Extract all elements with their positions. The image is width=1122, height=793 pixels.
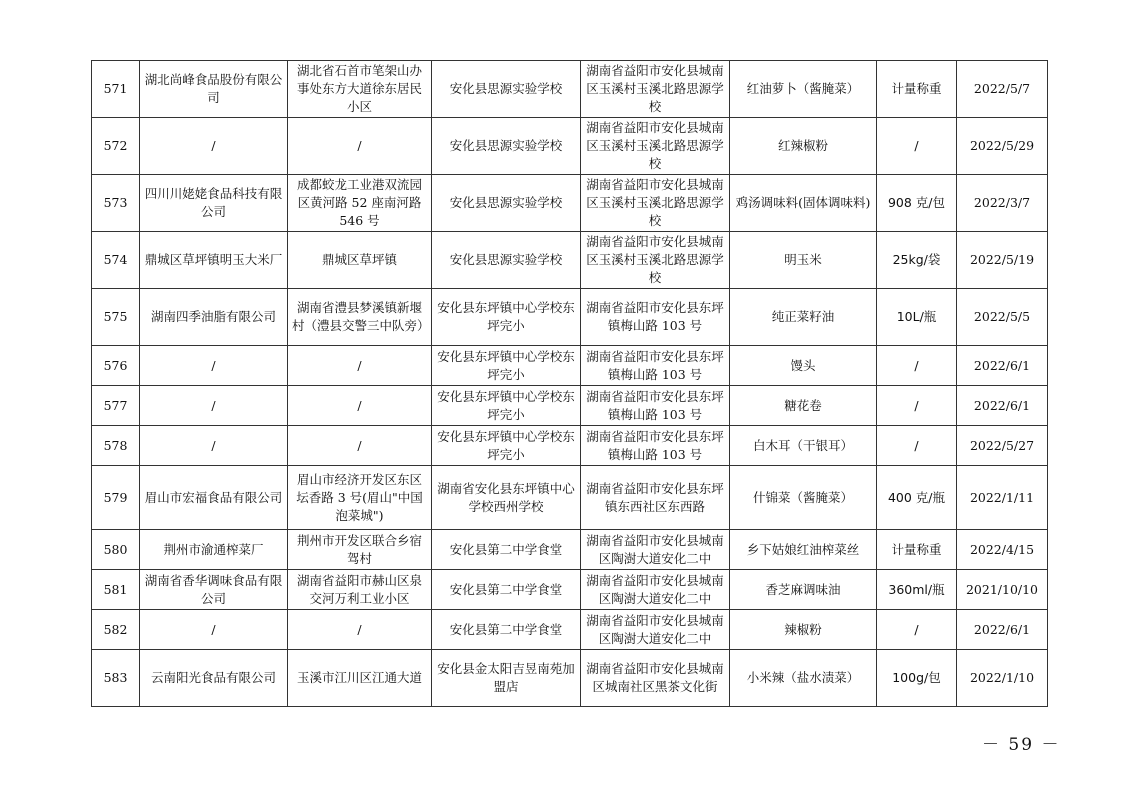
specification: 360ml/瓶 bbox=[877, 570, 957, 610]
producer-address: 荆州市开发区联合乡宿驾村 bbox=[288, 530, 432, 570]
producer-address: 眉山市经济开发区东区坛香路 3 号(眉山"中国泡菜城") bbox=[288, 466, 432, 530]
table-row bbox=[92, 530, 1048, 570]
sampled-unit: 安化县第二中学食堂 bbox=[432, 530, 581, 570]
specification: 100g/包 bbox=[877, 650, 957, 707]
producer-name: 湖北尚峰食品股份有限公司 bbox=[140, 61, 288, 118]
food-name: 乡下姑娘红油榨菜丝 bbox=[730, 530, 877, 570]
specification: 计量称重 bbox=[877, 530, 957, 570]
sampled-unit: 安化县思源实验学校 bbox=[432, 175, 581, 232]
sampled-address: 湖南省益阳市安化县城南区玉溪村玉溪北路思源学校 bbox=[581, 232, 730, 289]
sampled-address: 湖南省益阳市安化县城南区玉溪村玉溪北路思源学校 bbox=[581, 118, 730, 175]
production-date: 2022/3/7 bbox=[957, 175, 1048, 232]
table-row bbox=[92, 175, 1048, 232]
producer-name: 湖南省香华调味食品有限公司 bbox=[140, 570, 288, 610]
producer-name: 四川川姥姥食品科技有限公司 bbox=[140, 175, 288, 232]
table-body bbox=[92, 61, 1048, 707]
sampled-address: 湖南省益阳市安化县东坪镇梅山路 103 号 bbox=[581, 289, 730, 346]
sampled-address: 湖南省益阳市安化县城南区城南社区黑茶文化街 bbox=[581, 650, 730, 707]
producer-address: 湖南省益阳市赫山区泉交河万利工业小区 bbox=[288, 570, 432, 610]
producer-name: / bbox=[140, 426, 288, 466]
table-row bbox=[92, 570, 1048, 610]
sampled-unit: 安化县第二中学食堂 bbox=[432, 610, 581, 650]
producer-address: / bbox=[288, 426, 432, 466]
sampled-unit: 安化县思源实验学校 bbox=[432, 232, 581, 289]
food-name: 什锦菜（酱腌菜） bbox=[730, 466, 877, 530]
producer-name: 湖南四季油脂有限公司 bbox=[140, 289, 288, 346]
food-name: 红油萝卜（酱腌菜） bbox=[730, 61, 877, 118]
sampled-unit: 安化县思源实验学校 bbox=[432, 61, 581, 118]
producer-address: / bbox=[288, 610, 432, 650]
production-date: 2022/6/1 bbox=[957, 346, 1048, 386]
producer-name: 云南阳光食品有限公司 bbox=[140, 650, 288, 707]
producer-address: / bbox=[288, 346, 432, 386]
production-date: 2022/5/27 bbox=[957, 426, 1048, 466]
sampled-unit: 安化县金太阳吉昱南苑加盟店 bbox=[432, 650, 581, 707]
food-name: 小米辣（盐水渍菜） bbox=[730, 650, 877, 707]
sampled-unit: 安化县东坪镇中心学校东坪完小 bbox=[432, 386, 581, 426]
food-name: 馒头 bbox=[730, 346, 877, 386]
row-number: 582 bbox=[92, 610, 140, 650]
specification: / bbox=[877, 346, 957, 386]
sampled-address: 湖南省益阳市安化县东坪镇梅山路 103 号 bbox=[581, 386, 730, 426]
food-name: 辣椒粉 bbox=[730, 610, 877, 650]
specification: / bbox=[877, 118, 957, 175]
sampled-address: 湖南省益阳市安化县城南区陶澍大道安化二中 bbox=[581, 570, 730, 610]
specification: 10L/瓶 bbox=[877, 289, 957, 346]
table-row bbox=[92, 346, 1048, 386]
table-row bbox=[92, 466, 1048, 530]
specification: 25kg/袋 bbox=[877, 232, 957, 289]
production-date: 2021/10/10 bbox=[957, 570, 1048, 610]
producer-address: 成都蛟龙工业港双流园区黄河路 52 座南河路 546 号 bbox=[288, 175, 432, 232]
sampled-address: 湖南省益阳市安化县城南区玉溪村玉溪北路思源学校 bbox=[581, 175, 730, 232]
producer-address: 鼎城区草坪镇 bbox=[288, 232, 432, 289]
producer-address: 湖北省石首市笔架山办事处东方大道徐东居民小区 bbox=[288, 61, 432, 118]
production-date: 2022/6/1 bbox=[957, 386, 1048, 426]
table-row bbox=[92, 289, 1048, 346]
producer-name: / bbox=[140, 386, 288, 426]
row-number: 583 bbox=[92, 650, 140, 707]
food-name: 白木耳（干银耳） bbox=[730, 426, 877, 466]
specification: 400 克/瓶 bbox=[877, 466, 957, 530]
producer-name: 鼎城区草坪镇明玉大米厂 bbox=[140, 232, 288, 289]
table-row bbox=[92, 61, 1048, 118]
food-name: 明玉米 bbox=[730, 232, 877, 289]
row-number: 579 bbox=[92, 466, 140, 530]
producer-name: / bbox=[140, 346, 288, 386]
food-name: 糖花卷 bbox=[730, 386, 877, 426]
table-row bbox=[92, 118, 1048, 175]
specification: 908 克/包 bbox=[877, 175, 957, 232]
production-date: 2022/5/7 bbox=[957, 61, 1048, 118]
producer-address: 玉溪市江川区江通大道 bbox=[288, 650, 432, 707]
specification: / bbox=[877, 610, 957, 650]
production-date: 2022/5/29 bbox=[957, 118, 1048, 175]
table-row bbox=[92, 426, 1048, 466]
row-number: 580 bbox=[92, 530, 140, 570]
sampled-address: 湖南省益阳市安化县城南区陶澍大道安化二中 bbox=[581, 610, 730, 650]
row-number: 576 bbox=[92, 346, 140, 386]
production-date: 2022/4/15 bbox=[957, 530, 1048, 570]
sampled-address: 湖南省益阳市安化县城南区玉溪村玉溪北路思源学校 bbox=[581, 61, 730, 118]
production-date: 2022/5/19 bbox=[957, 232, 1048, 289]
food-name: 红辣椒粉 bbox=[730, 118, 877, 175]
table-row bbox=[92, 386, 1048, 426]
food-name: 香芝麻调味油 bbox=[730, 570, 877, 610]
production-date: 2022/5/5 bbox=[957, 289, 1048, 346]
sampled-unit: 安化县东坪镇中心学校东坪完小 bbox=[432, 426, 581, 466]
producer-name: 眉山市宏福食品有限公司 bbox=[140, 466, 288, 530]
row-number: 574 bbox=[92, 232, 140, 289]
sampled-unit: 安化县思源实验学校 bbox=[432, 118, 581, 175]
producer-address: / bbox=[288, 386, 432, 426]
row-number: 573 bbox=[92, 175, 140, 232]
producer-name: 荆州市渝通榨菜厂 bbox=[140, 530, 288, 570]
specification: / bbox=[877, 426, 957, 466]
specification: 计量称重 bbox=[877, 61, 957, 118]
row-number: 578 bbox=[92, 426, 140, 466]
sampled-address: 湖南省益阳市安化县东坪镇梅山路 103 号 bbox=[581, 346, 730, 386]
row-number: 581 bbox=[92, 570, 140, 610]
row-number: 575 bbox=[92, 289, 140, 346]
food-name: 鸡汤调味料(固体调味料) bbox=[730, 175, 877, 232]
inspection-table bbox=[91, 60, 1048, 707]
row-number: 572 bbox=[92, 118, 140, 175]
producer-name: / bbox=[140, 610, 288, 650]
sampled-address: 湖南省益阳市安化县东坪镇梅山路 103 号 bbox=[581, 426, 730, 466]
specification: / bbox=[877, 386, 957, 426]
production-date: 2022/6/1 bbox=[957, 610, 1048, 650]
table-row bbox=[92, 650, 1048, 707]
row-number: 571 bbox=[92, 61, 140, 118]
sampled-address: 湖南省益阳市安化县城南区陶澍大道安化二中 bbox=[581, 530, 730, 570]
production-date: 2022/1/10 bbox=[957, 650, 1048, 707]
sampled-unit: 湖南省安化县东坪镇中心学校西州学校 bbox=[432, 466, 581, 530]
table-row bbox=[92, 610, 1048, 650]
producer-address: 湖南省澧县梦溪镇新堰村（澧县交警三中队旁） bbox=[288, 289, 432, 346]
production-date: 2022/1/11 bbox=[957, 466, 1048, 530]
table-row bbox=[92, 232, 1048, 289]
sampled-unit: 安化县第二中学食堂 bbox=[432, 570, 581, 610]
producer-address: / bbox=[288, 118, 432, 175]
sampled-unit: 安化县东坪镇中心学校东坪完小 bbox=[432, 289, 581, 346]
producer-name: / bbox=[140, 118, 288, 175]
sampled-unit: 安化县东坪镇中心学校东坪完小 bbox=[432, 346, 581, 386]
sampled-address: 湖南省益阳市安化县东坪镇东西社区东西路 bbox=[581, 466, 730, 530]
row-number: 577 bbox=[92, 386, 140, 426]
page-number: － 59 － bbox=[982, 735, 1061, 755]
food-name: 纯正菜籽油 bbox=[730, 289, 877, 346]
